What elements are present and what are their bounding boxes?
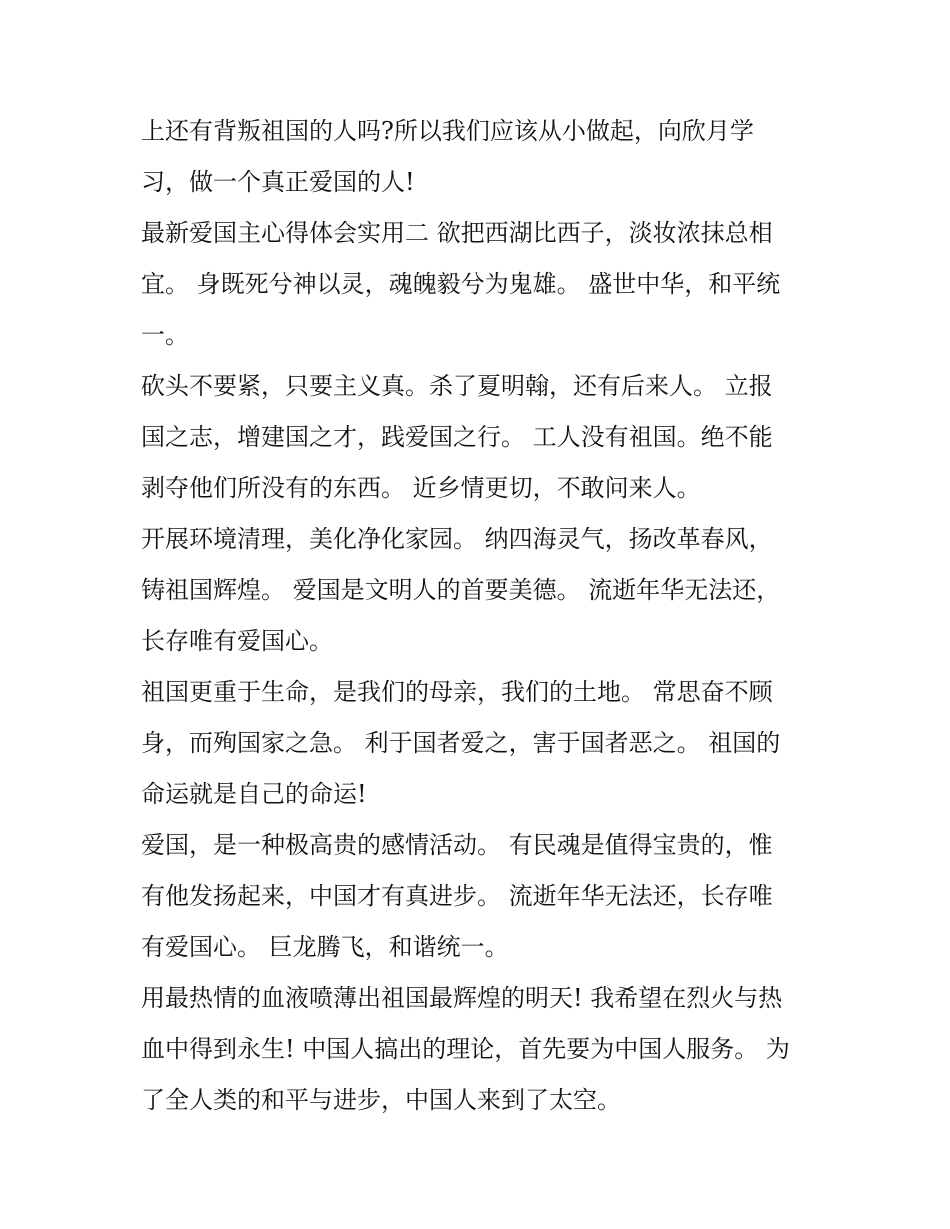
body-text [141, 106, 821, 1126]
text-line: 开展环境清理，美化净化家园。 纳四海灵气，扬改革春风， [141, 525, 773, 553]
text-line: 上还有背叛祖国的人吗?所以我们应该从小做起，向欣月学 [141, 117, 754, 145]
text-line: 宜。 身既死兮神以灵，魂魄毅兮为鬼雄。 盛世中华，和平统 [141, 270, 781, 298]
text-line: 有爱国心。 巨龙腾飞，和谐统一。 [141, 933, 509, 961]
text-line: 血中得到永生! 中国人搞出的理论，首先要为中国人服务。 为 [141, 1035, 790, 1063]
text-line: 国之志，增建国之才，践爱国之行。 工人没有祖国。绝不能 [141, 423, 773, 451]
text-line: 有他发扬起来，中国才有真进步。 流逝年华无法还，长存唯 [141, 882, 773, 910]
text-line: 砍头不要紧，只要主义真。杀了夏明翰，还有后来人。 立报 [141, 372, 773, 400]
text-line: 祖国更重于生命，是我们的母亲，我们的土地。 常思奋不顾 [141, 678, 773, 706]
text-line: 长存唯有爱国心。 [141, 627, 333, 655]
text-line: 爱国，是一种极高贵的感情活动。 有民魂是值得宝贵的，惟 [141, 831, 773, 859]
text-line: 身，而殉国家之急。 利于国者爱之，害于国者恶之。 祖国的 [141, 729, 781, 757]
text-line: 习，做一个真正爱国的人! [141, 168, 415, 196]
text-line: 一。 [141, 321, 189, 349]
text-line: 用最热情的血液喷薄出祖国最辉煌的明天! 我希望在烈火与热 [141, 984, 783, 1012]
text-line: 剥夺他们所没有的东西。 近乡情更切，不敢问来人。 [141, 474, 701, 502]
text-line: 最新爱国主心得体会实用二 欲把西湖比西子，淡妆浓抹总相 [141, 219, 773, 247]
text-line: 铸祖国辉煌。 爱国是文明人的首要美德。 流逝年华无法还， [141, 576, 781, 604]
text-line: 了全人类的和平与进步，中国人来到了太空。 [141, 1086, 621, 1114]
text-line: 命运就是自己的命运! [141, 780, 367, 808]
